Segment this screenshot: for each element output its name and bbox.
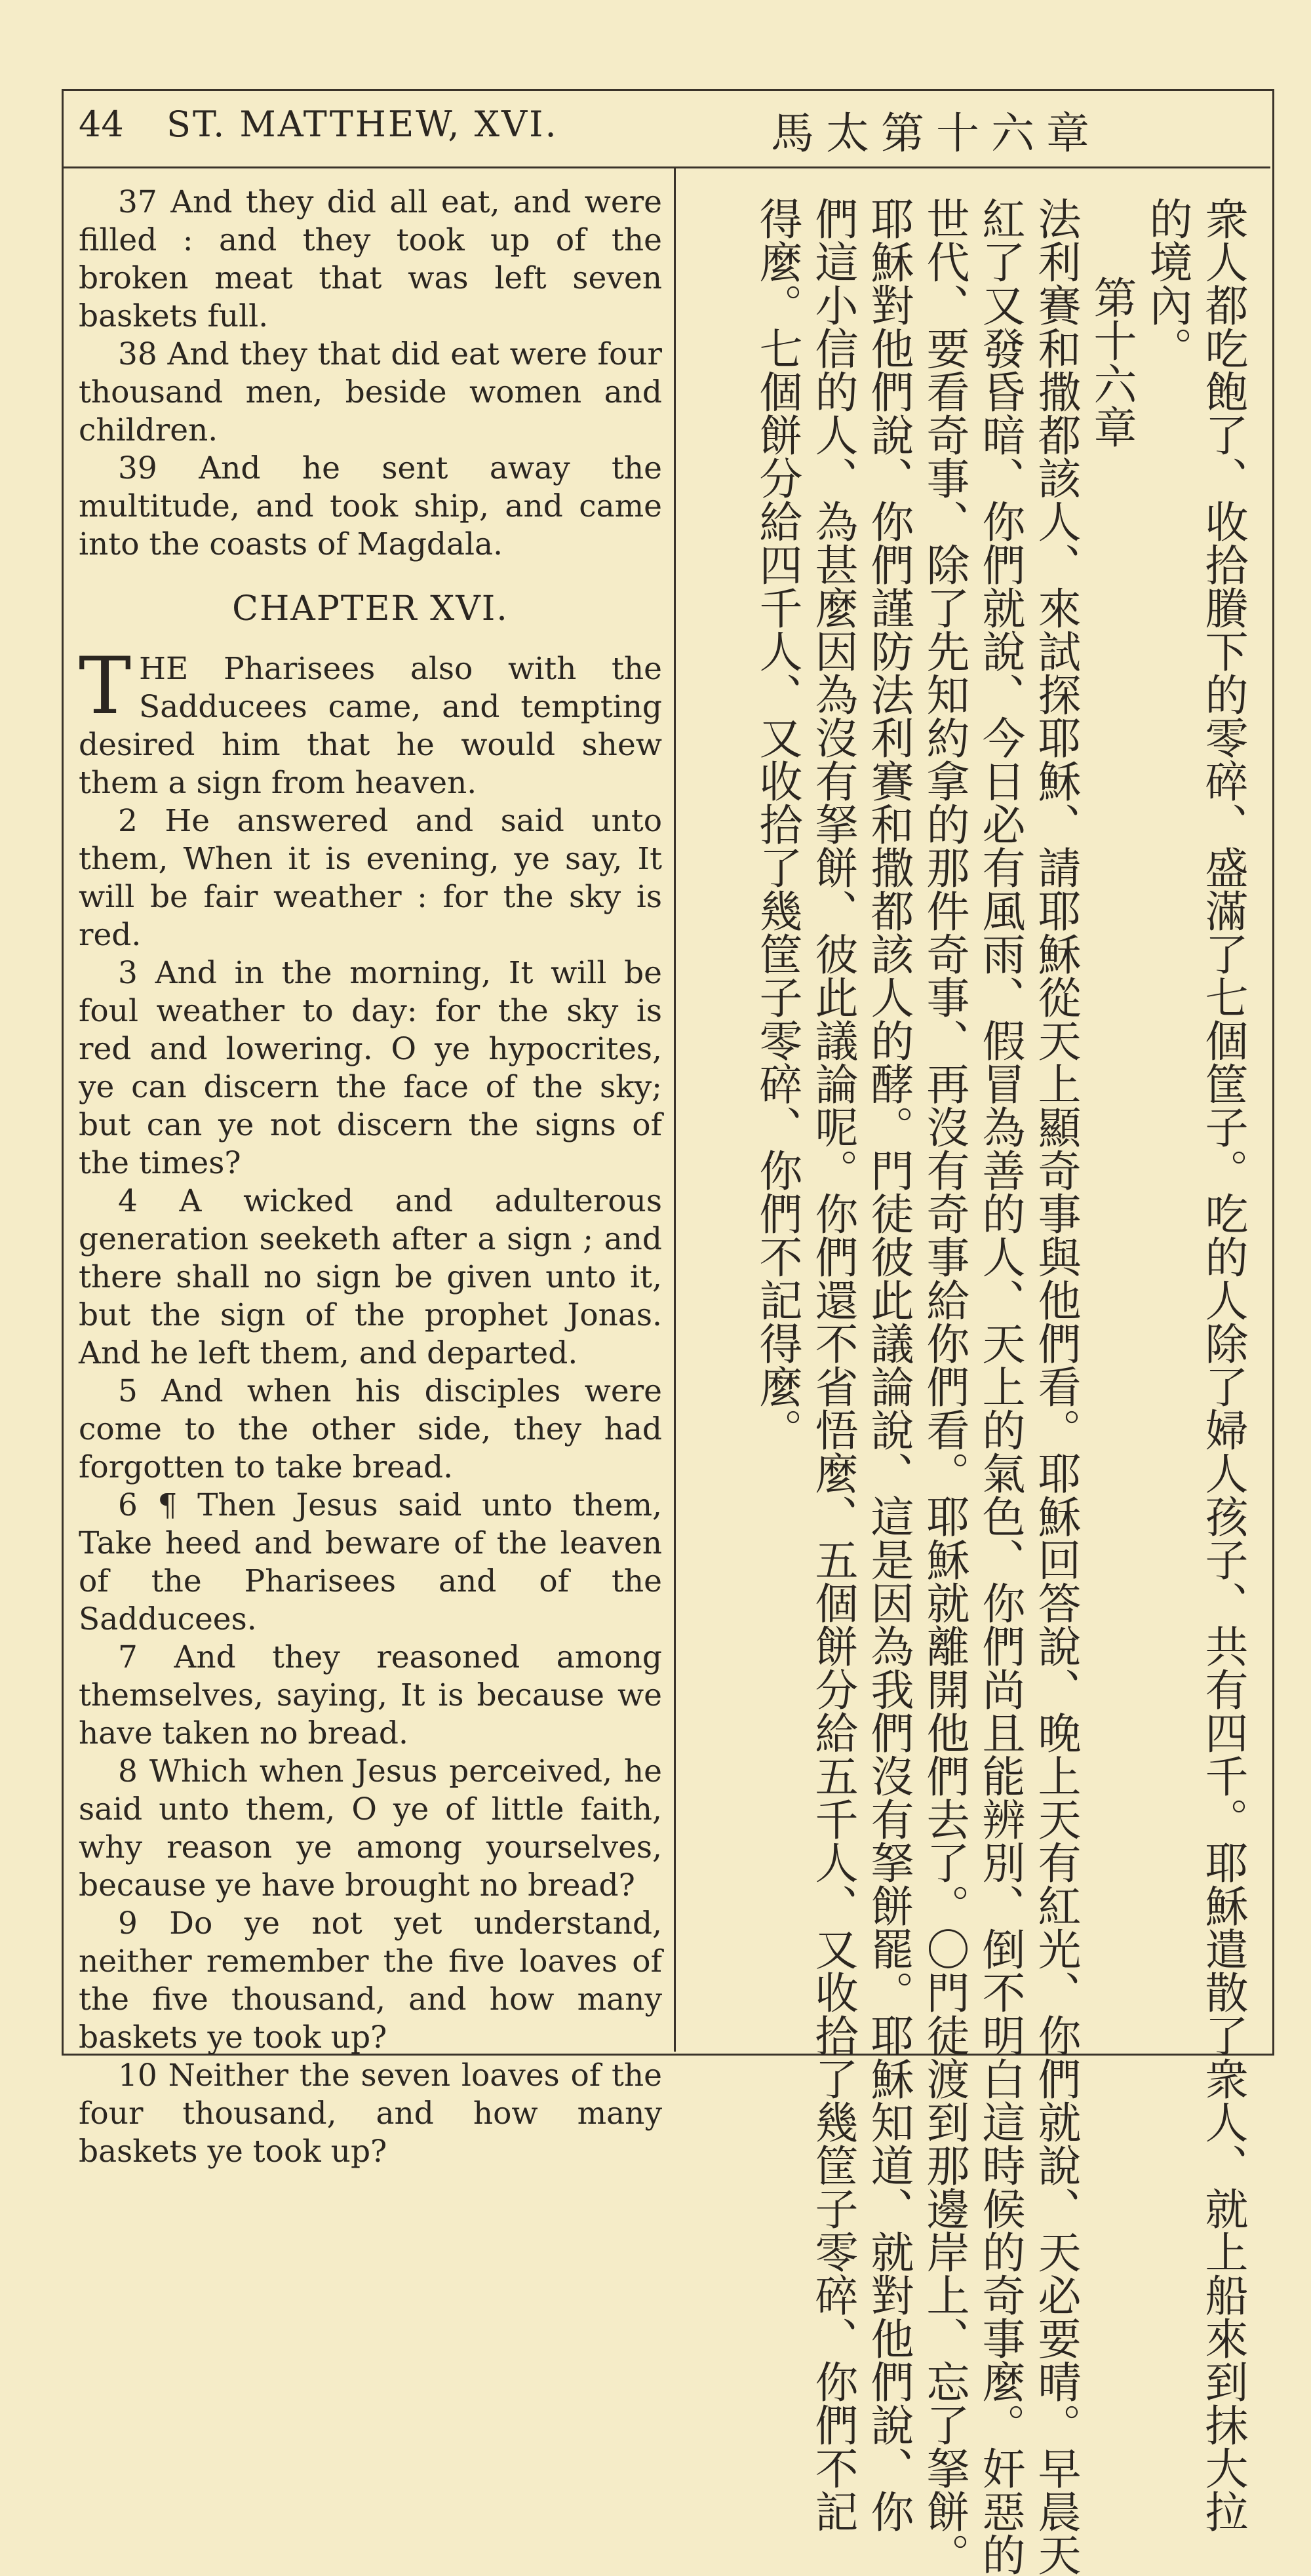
column-divider <box>674 166 676 2052</box>
verse-39: 39 And he sent away the multitude, and took ship, and came into the coasts of Magdala. <box>79 450 662 562</box>
verse-10: 10 Neither the seven loaves of the four thousand, and how many baskets ye took up? <box>79 2058 662 2170</box>
drop-cap: T <box>79 641 132 732</box>
english-column <box>79 184 662 2170</box>
verse-8: 8 Which when Jesus perceived, he said unto them, O ye of little faith, why reason ye among yourselves, because ye have brought no bread? <box>79 1753 662 1903</box>
verse-5: 5 And when his disciples were come to the other side, they had forgotten to take bread. <box>79 1373 662 1485</box>
verse-38: 38 And they that did eat were four thousand men, beside women and children. <box>79 336 662 448</box>
chinese-text-column: 們這小信的人、為甚麼因為沒有拏餅、彼此議論呢。你們還不省悟麼、五個餅分給五千人、又收拾了幾筐子零碎、你們不記 <box>808 197 858 2533</box>
chinese-text-column: 得麼。七個餅分給四千人、又收拾了幾筐子零碎、你們不記得麼。 <box>752 197 802 1451</box>
verse-2: 2 He answered and said unto them, When it is evening, ye say, It will be fair weather : for the sky is red. <box>79 803 662 953</box>
chinese-text-column: 衆人都吃飽了、收拾賸下的零碎、盛滿了七個筐子。吃的人除了婦人孩子、共有四千。耶穌遣散了衆人、就上船來到抹大拉 <box>1198 197 1248 2533</box>
chinese-column <box>688 197 1259 2576</box>
verse-4: 4 A wicked and adulterous generation seeketh after a sign ; and there shall no sign be given unto it, but the sign of the prophet Jonas. And he left them, and departed. <box>79 1183 662 1371</box>
verse-6: 6 ¶ Then Jesus said unto them, Take heed and beware of the leaven of the Pharisees and of the Sadducees. <box>79 1487 662 1637</box>
running-title: ST. MATTHEW, XVI. <box>166 104 558 145</box>
chinese-chapter-heading: 第十六章 <box>1086 275 1137 448</box>
chinese-running-title: 馬太第十六章 <box>771 108 1101 159</box>
page-header <box>62 89 1270 168</box>
chinese-text-column: 的境內。 <box>1142 197 1192 370</box>
verse-7: 7 And they reasoned among themselves, saying, It is because we have taken no bread. <box>79 1639 662 1751</box>
page-number: 44 <box>79 104 124 145</box>
verse-1-text: HE Pharisees also with the Sadducees came, and tempting desired him that he would shew them a sign from heaven. <box>79 651 662 801</box>
chinese-text-column: 法利賽和撒都該人、來試探耶穌、請耶穌從天上顯奇事與他們看。耶穌回答說、晚上天有紅光、你們就說、天必要晴。早晨天 <box>1030 197 1081 2576</box>
chinese-text-column: 世代、要看奇事、除了先知約拿的那件奇事、再沒有奇事給你們看。耶穌就離開他們去了。〇門徒渡到那邊岸上、忘了拏餅。 <box>919 197 969 2576</box>
chinese-text-column: 紅了又發昏暗、你們就說、今日必有風雨、假冒為善的人、天上的氣色、你們尚且能辨別、倒不明白這時候的奇事麼。奸惡的 <box>975 197 1025 2576</box>
verse-1 <box>79 641 662 802</box>
verse-37: 37 And they did all eat, and were filled : and they took up of the broken meat that was left seven baskets full. <box>79 184 662 334</box>
verse-3: 3 And in the morning, It will be foul weather to day: for the sky is red and lowering. O ye hypocrites, ye can discern the face of the sky; but can ye not discern the signs of the times? <box>79 955 662 1181</box>
chapter-heading: CHAPTER XVI. <box>232 589 509 629</box>
chinese-text-column: 耶穌對他們說、你們謹防法利賽和撒都該人的酵。門徒彼此議論說、這是因為我們沒有拏餅罷。耶穌知道、就對他們說、你 <box>863 197 914 2533</box>
verse-9: 9 Do ye not yet understand, neither remember the five loaves of the five thousand, and how many baskets ye took up? <box>79 1905 662 2056</box>
